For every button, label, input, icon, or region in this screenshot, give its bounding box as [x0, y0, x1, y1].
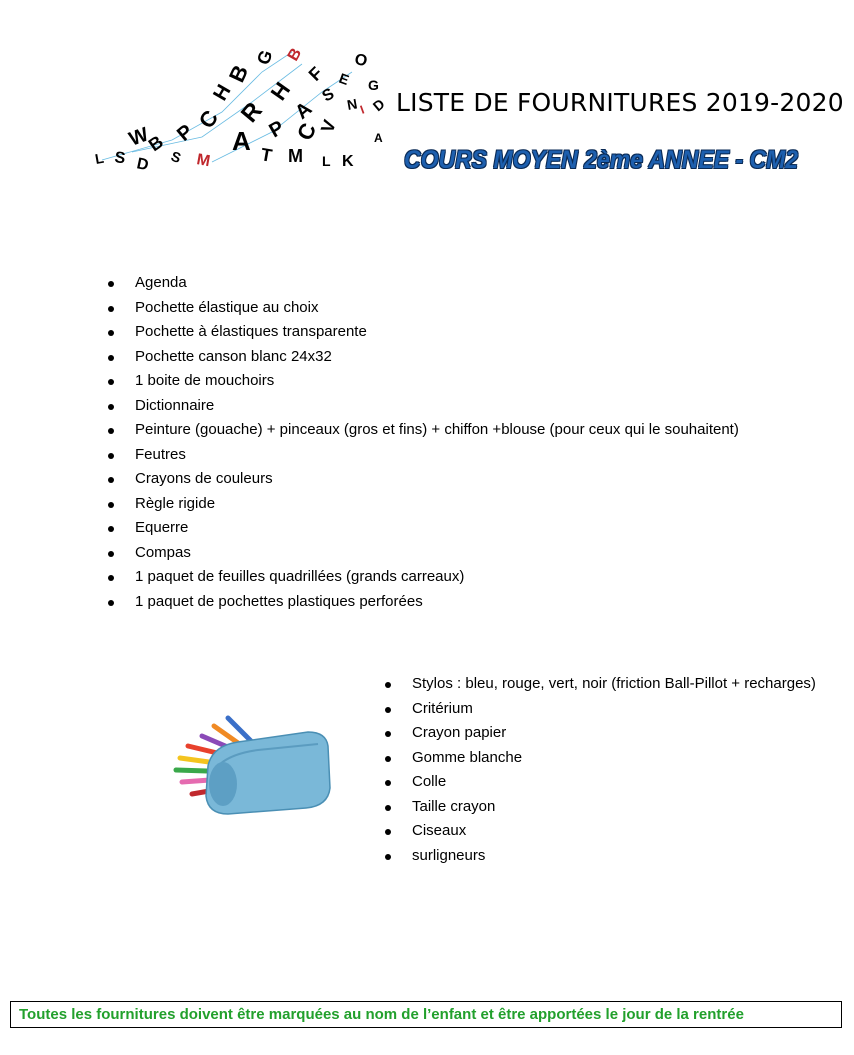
svg-text:W: W — [126, 123, 152, 151]
svg-text:M: M — [195, 151, 212, 171]
svg-text:S: S — [168, 147, 184, 167]
list-item: Compas — [135, 541, 739, 566]
svg-text:C: C — [193, 105, 224, 133]
pencil-case-supplies-list — [412, 672, 816, 868]
list-item: Gomme blanche — [412, 746, 816, 771]
list-item: Equerre — [135, 516, 739, 541]
list-item: Peinture (gouache) + pinceaux (gros et fins) + chiffon +blouse (pour ceux qui le souhaitent) — [135, 418, 739, 443]
svg-text:H: H — [209, 80, 236, 105]
list-item: Stylos : bleu, rouge, vert, noir (friction Ball-Pillot + recharges) — [412, 672, 816, 697]
list-item: Pochette à élastiques transparente — [135, 320, 739, 345]
notice-box — [10, 1001, 842, 1028]
svg-text:T: T — [259, 144, 274, 166]
svg-text:L: L — [322, 153, 331, 169]
class-level-heading: COURS MOYEN 2ème ANNEE - CM2 — [404, 146, 799, 174]
svg-text:A: A — [291, 97, 317, 124]
school-logo — [92, 42, 388, 182]
svg-text:B: B — [284, 45, 306, 64]
svg-text:S: S — [113, 149, 127, 168]
svg-text:H: H — [265, 77, 296, 105]
svg-text:G: G — [252, 47, 277, 68]
svg-text:F: F — [304, 62, 327, 85]
list-item: Feutres — [135, 443, 739, 468]
svg-text:C: C — [291, 119, 322, 145]
list-item: Colle — [412, 770, 816, 795]
svg-text:D: D — [135, 155, 151, 175]
list-item: Agenda — [135, 271, 739, 296]
svg-text:G: G — [368, 77, 379, 93]
list-item: Taille crayon — [412, 795, 816, 820]
svg-text:D: D — [369, 95, 388, 115]
svg-text:I: I — [358, 102, 367, 117]
list-item: Règle rigide — [135, 492, 739, 517]
list-item: Crayon papier — [412, 721, 816, 746]
svg-text:B: B — [223, 61, 254, 87]
svg-text:M: M — [288, 146, 303, 166]
list-item: 1 paquet de pochettes plastiques perforées — [135, 590, 739, 615]
list-item: Dictionnaire — [135, 394, 739, 419]
svg-text:B: B — [144, 131, 167, 156]
svg-text:O: O — [353, 51, 369, 71]
list-item: surligneurs — [412, 844, 816, 869]
list-item: Critérium — [412, 697, 816, 722]
list-item: Ciseaux — [412, 819, 816, 844]
svg-text:A: A — [374, 131, 383, 145]
svg-text:K: K — [342, 153, 354, 170]
list-item: Pochette élastique au choix — [135, 296, 739, 321]
supplies-list — [135, 271, 739, 614]
svg-text:L: L — [93, 149, 105, 167]
list-item: 1 paquet de feuilles quadrillées (grands carreaux) — [135, 565, 739, 590]
list-item: Pochette canson blanc 24x32 — [135, 345, 739, 370]
notice-text: Toutes les fournitures doivent être marquées au nom de l’enfant et être apportées le jour de la rentrée — [19, 1006, 744, 1023]
pencil-case-icon — [168, 706, 336, 818]
svg-text:P: P — [265, 116, 289, 143]
page-title: LISTE DE FOURNITURES 2019-2020 — [396, 88, 844, 117]
svg-text:R: R — [235, 97, 268, 128]
svg-text:E: E — [336, 69, 352, 89]
list-item: 1 boite de mouchoirs — [135, 369, 739, 394]
svg-text:S: S — [319, 85, 338, 106]
svg-text:V: V — [316, 117, 340, 136]
svg-text:P: P — [173, 120, 198, 146]
list-item: Crayons de couleurs — [135, 467, 739, 492]
svg-text:N: N — [345, 95, 359, 113]
svg-text:A: A — [232, 126, 251, 156]
